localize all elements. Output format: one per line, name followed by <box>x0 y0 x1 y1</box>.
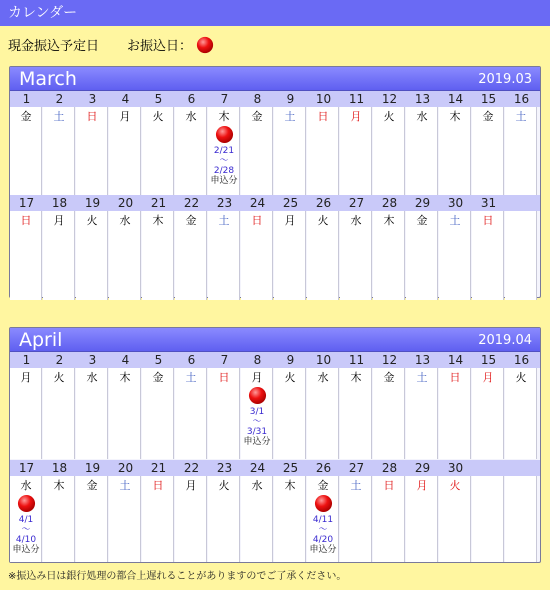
weekday-label: 火 <box>152 110 164 123</box>
day-cell <box>175 368 207 459</box>
weekday-label: 月 <box>185 479 197 492</box>
day-cell <box>472 211 504 300</box>
day-cell <box>142 368 174 459</box>
day-cell <box>142 211 174 300</box>
day-number: 5 <box>154 92 163 106</box>
weekday-label: 火 <box>284 371 296 384</box>
day-number: 27 <box>348 461 365 475</box>
day-number: 16 <box>513 353 530 367</box>
footer-note: ※振込み日は銀行処理の都合上遅れることがありますのでご了承ください。 <box>8 571 347 582</box>
day-cell <box>274 368 306 459</box>
day-cell <box>76 476 108 562</box>
day-cell <box>109 211 141 300</box>
day-cell <box>241 368 273 459</box>
weekday-label: 火 <box>86 214 98 227</box>
weekday-label: 水 <box>350 214 362 227</box>
range-to: 3/31 <box>246 427 268 437</box>
day-cell <box>76 211 108 300</box>
day-cell <box>208 211 240 300</box>
weekday-label: 金 <box>185 214 197 227</box>
month-header <box>10 328 540 352</box>
day-number: 19 <box>84 196 101 210</box>
range-from: 4/11 <box>312 515 334 525</box>
day-cell <box>340 476 372 562</box>
day-number: 5 <box>154 353 163 367</box>
day-number: 27 <box>348 196 365 210</box>
weekday-label: 月 <box>119 110 131 123</box>
day-number: 18 <box>51 461 68 475</box>
application-range <box>208 146 240 186</box>
weekday-label: 火 <box>53 371 65 384</box>
day-cell <box>373 211 405 300</box>
weekday-label: 火 <box>449 479 461 492</box>
weekday-label: 月 <box>20 371 32 384</box>
weekday-label: 金 <box>383 371 395 384</box>
weekday-label: 火 <box>317 214 329 227</box>
red-dot-icon <box>196 36 214 54</box>
day-cell <box>208 368 240 459</box>
day-cell <box>175 107 207 196</box>
weekday-label: 木 <box>383 214 395 227</box>
day-number: 16 <box>513 92 530 106</box>
day-number: 18 <box>51 196 68 210</box>
month-year: 2019.03 <box>478 72 532 87</box>
day-cell <box>109 368 141 459</box>
day-cell <box>439 476 471 562</box>
day-number: 21 <box>150 196 167 210</box>
weekday-label: 日 <box>86 110 98 123</box>
weekday-label: 土 <box>350 479 362 492</box>
range-from: 3/1 <box>249 407 265 417</box>
weekday-label: 土 <box>119 479 131 492</box>
day-number: 23 <box>216 196 233 210</box>
day-number: 14 <box>447 92 464 106</box>
day-number: 25 <box>282 196 299 210</box>
empty-day-cell <box>472 476 504 562</box>
day-cell <box>10 368 42 459</box>
day-cell <box>175 476 207 562</box>
weekday-label: 月 <box>53 214 65 227</box>
day-number: 10 <box>315 92 332 106</box>
day-cell <box>10 211 42 300</box>
weekday-label: 水 <box>416 110 428 123</box>
range-tilde: 〜 <box>318 525 328 535</box>
day-number: 9 <box>286 92 295 106</box>
application-range <box>307 515 339 555</box>
day-cell <box>241 476 273 562</box>
day-number: 31 <box>480 196 497 210</box>
day-number: 29 <box>414 461 431 475</box>
day-cell <box>43 476 75 562</box>
day-number: 10 <box>315 353 332 367</box>
weekday-label: 木 <box>152 214 164 227</box>
range-tilde: 〜 <box>219 156 229 166</box>
range-note: 申込分 <box>12 545 40 555</box>
day-number: 24 <box>249 461 266 475</box>
page-header <box>0 0 550 26</box>
day-number: 23 <box>216 461 233 475</box>
day-number: 21 <box>150 461 167 475</box>
day-cell <box>505 368 537 459</box>
day-number: 1 <box>22 92 31 106</box>
weekday-label: 水 <box>317 371 329 384</box>
empty-day-cell <box>505 211 537 300</box>
range-to: 4/20 <box>312 535 334 545</box>
weekday-label: 水 <box>251 479 263 492</box>
weekday-label: 月 <box>251 371 263 384</box>
weekday-label: 水 <box>86 371 98 384</box>
day-number: 22 <box>183 461 200 475</box>
day-cell <box>76 107 108 196</box>
range-to: 2/28 <box>213 166 235 176</box>
day-cell <box>208 476 240 562</box>
day-number: 4 <box>121 92 130 106</box>
day-number: 1 <box>22 353 31 367</box>
day-cell <box>241 107 273 196</box>
day-cell <box>43 211 75 300</box>
payment-day-marker-icon <box>17 494 36 513</box>
weekday-label: 金 <box>86 479 98 492</box>
weekday-label: 土 <box>416 371 428 384</box>
weekday-label: 土 <box>284 110 296 123</box>
day-number: 25 <box>282 461 299 475</box>
weekday-label: 火 <box>515 371 527 384</box>
day-number: 13 <box>414 353 431 367</box>
day-number: 26 <box>315 196 332 210</box>
day-cell <box>43 107 75 196</box>
weekday-label: 土 <box>218 214 230 227</box>
weekday-label: 日 <box>449 371 461 384</box>
legend-label: 現金振込予定日 <box>8 39 100 54</box>
day-cell <box>505 107 537 196</box>
day-number: 7 <box>220 353 229 367</box>
weekday-label: 月 <box>482 371 494 384</box>
day-cell <box>439 368 471 459</box>
month-name: April <box>19 329 63 351</box>
day-cell <box>439 211 471 300</box>
day-cell <box>307 476 339 562</box>
day-cell <box>340 107 372 196</box>
weekday-label: 日 <box>383 479 395 492</box>
day-cell <box>472 107 504 196</box>
weekday-label: 木 <box>53 479 65 492</box>
weekday-label: 火 <box>218 479 230 492</box>
day-cell <box>109 476 141 562</box>
weekday-label: 日 <box>20 214 32 227</box>
day-cell <box>472 368 504 459</box>
day-number: 8 <box>253 92 262 106</box>
day-number: 3 <box>88 353 97 367</box>
day-number: 12 <box>381 353 398 367</box>
range-tilde: 〜 <box>252 417 262 427</box>
month-year: 2019.04 <box>478 333 532 348</box>
day-number: 6 <box>187 353 196 367</box>
range-note: 申込分 <box>309 545 337 555</box>
calendar-april <box>9 327 541 563</box>
day-cell <box>406 211 438 300</box>
weekday-label: 木 <box>350 371 362 384</box>
day-number: 2 <box>55 92 64 106</box>
weekday-label: 木 <box>449 110 461 123</box>
weekday-label: 木 <box>119 371 131 384</box>
payment-day-marker-icon <box>248 386 267 405</box>
day-number: 11 <box>348 92 365 106</box>
day-number: 22 <box>183 196 200 210</box>
day-number: 26 <box>315 461 332 475</box>
day-number: 7 <box>220 92 229 106</box>
weekday-label: 月 <box>416 479 428 492</box>
day-number: 11 <box>348 353 365 367</box>
day-number: 9 <box>286 353 295 367</box>
day-cell <box>142 476 174 562</box>
weekday-label: 金 <box>317 479 329 492</box>
calendar-march <box>9 66 541 298</box>
weekday-label: 木 <box>284 479 296 492</box>
day-cell <box>307 107 339 196</box>
day-number-row <box>10 460 540 476</box>
day-number: 20 <box>117 196 134 210</box>
day-cell <box>340 211 372 300</box>
day-number: 6 <box>187 92 196 106</box>
weekday-label: 金 <box>20 110 32 123</box>
day-number: 12 <box>381 92 398 106</box>
day-cell <box>43 368 75 459</box>
day-cell <box>142 107 174 196</box>
application-range <box>241 407 273 447</box>
weekday-label: 日 <box>482 214 494 227</box>
day-number: 2 <box>55 353 64 367</box>
day-cell <box>10 107 42 196</box>
payment-day-marker-icon <box>215 125 234 144</box>
weekday-label: 土 <box>185 371 197 384</box>
day-cell <box>439 107 471 196</box>
day-number: 15 <box>480 92 497 106</box>
day-cell <box>10 476 42 562</box>
day-number: 30 <box>447 461 464 475</box>
day-number: 17 <box>18 461 35 475</box>
month-header <box>10 67 540 91</box>
day-cell <box>373 107 405 196</box>
day-cell <box>274 211 306 300</box>
weekday-label: 土 <box>515 110 527 123</box>
day-number: 24 <box>249 196 266 210</box>
day-cell <box>274 107 306 196</box>
page-title: カレンダー <box>8 5 78 21</box>
range-from: 2/21 <box>213 146 235 156</box>
weekday-label: 金 <box>152 371 164 384</box>
day-number: 20 <box>117 461 134 475</box>
range-note: 申込分 <box>243 437 271 447</box>
day-number: 29 <box>414 196 431 210</box>
day-number: 15 <box>480 353 497 367</box>
day-number: 3 <box>88 92 97 106</box>
weekday-label: 水 <box>20 479 32 492</box>
legend-marker-label: お振込日： <box>127 39 193 54</box>
day-cell <box>373 368 405 459</box>
day-cell <box>406 476 438 562</box>
weekday-label: 月 <box>284 214 296 227</box>
weekday-label: 月 <box>350 110 362 123</box>
legend <box>8 36 214 56</box>
day-number: 28 <box>381 196 398 210</box>
weekday-label: 土 <box>449 214 461 227</box>
day-number-row <box>10 195 540 211</box>
day-cell <box>340 368 372 459</box>
month-name: March <box>19 68 77 90</box>
weekday-label: 金 <box>416 214 428 227</box>
day-number-row <box>10 352 540 368</box>
range-tilde: 〜 <box>21 525 31 535</box>
range-note: 申込分 <box>210 176 238 186</box>
day-number: 17 <box>18 196 35 210</box>
day-number: 8 <box>253 353 262 367</box>
day-cell <box>406 107 438 196</box>
day-number: 4 <box>121 353 130 367</box>
weekday-label: 火 <box>383 110 395 123</box>
day-cell <box>175 211 207 300</box>
day-cell <box>76 368 108 459</box>
day-cell <box>274 476 306 562</box>
weekday-label: 土 <box>53 110 65 123</box>
range-to: 4/10 <box>15 535 37 545</box>
empty-day-cell <box>505 476 537 562</box>
day-number: 30 <box>447 196 464 210</box>
day-cell <box>109 107 141 196</box>
weekday-label: 水 <box>119 214 131 227</box>
day-number: 28 <box>381 461 398 475</box>
day-number: 14 <box>447 353 464 367</box>
weekday-label: 木 <box>218 110 230 123</box>
weekday-label: 金 <box>482 110 494 123</box>
payment-day-marker-icon <box>314 494 333 513</box>
day-cell <box>241 211 273 300</box>
range-from: 4/1 <box>18 515 34 525</box>
day-cell <box>307 211 339 300</box>
day-cell <box>307 368 339 459</box>
weekday-label: 日 <box>218 371 230 384</box>
application-range <box>10 515 42 555</box>
day-number: 13 <box>414 92 431 106</box>
weekday-label: 金 <box>251 110 263 123</box>
day-cell <box>373 476 405 562</box>
day-number: 19 <box>84 461 101 475</box>
weekday-label: 水 <box>185 110 197 123</box>
day-cell <box>208 107 240 196</box>
weekday-label: 日 <box>317 110 329 123</box>
day-cell <box>406 368 438 459</box>
weekday-label: 日 <box>251 214 263 227</box>
weekday-label: 日 <box>152 479 164 492</box>
day-number-row <box>10 91 540 107</box>
